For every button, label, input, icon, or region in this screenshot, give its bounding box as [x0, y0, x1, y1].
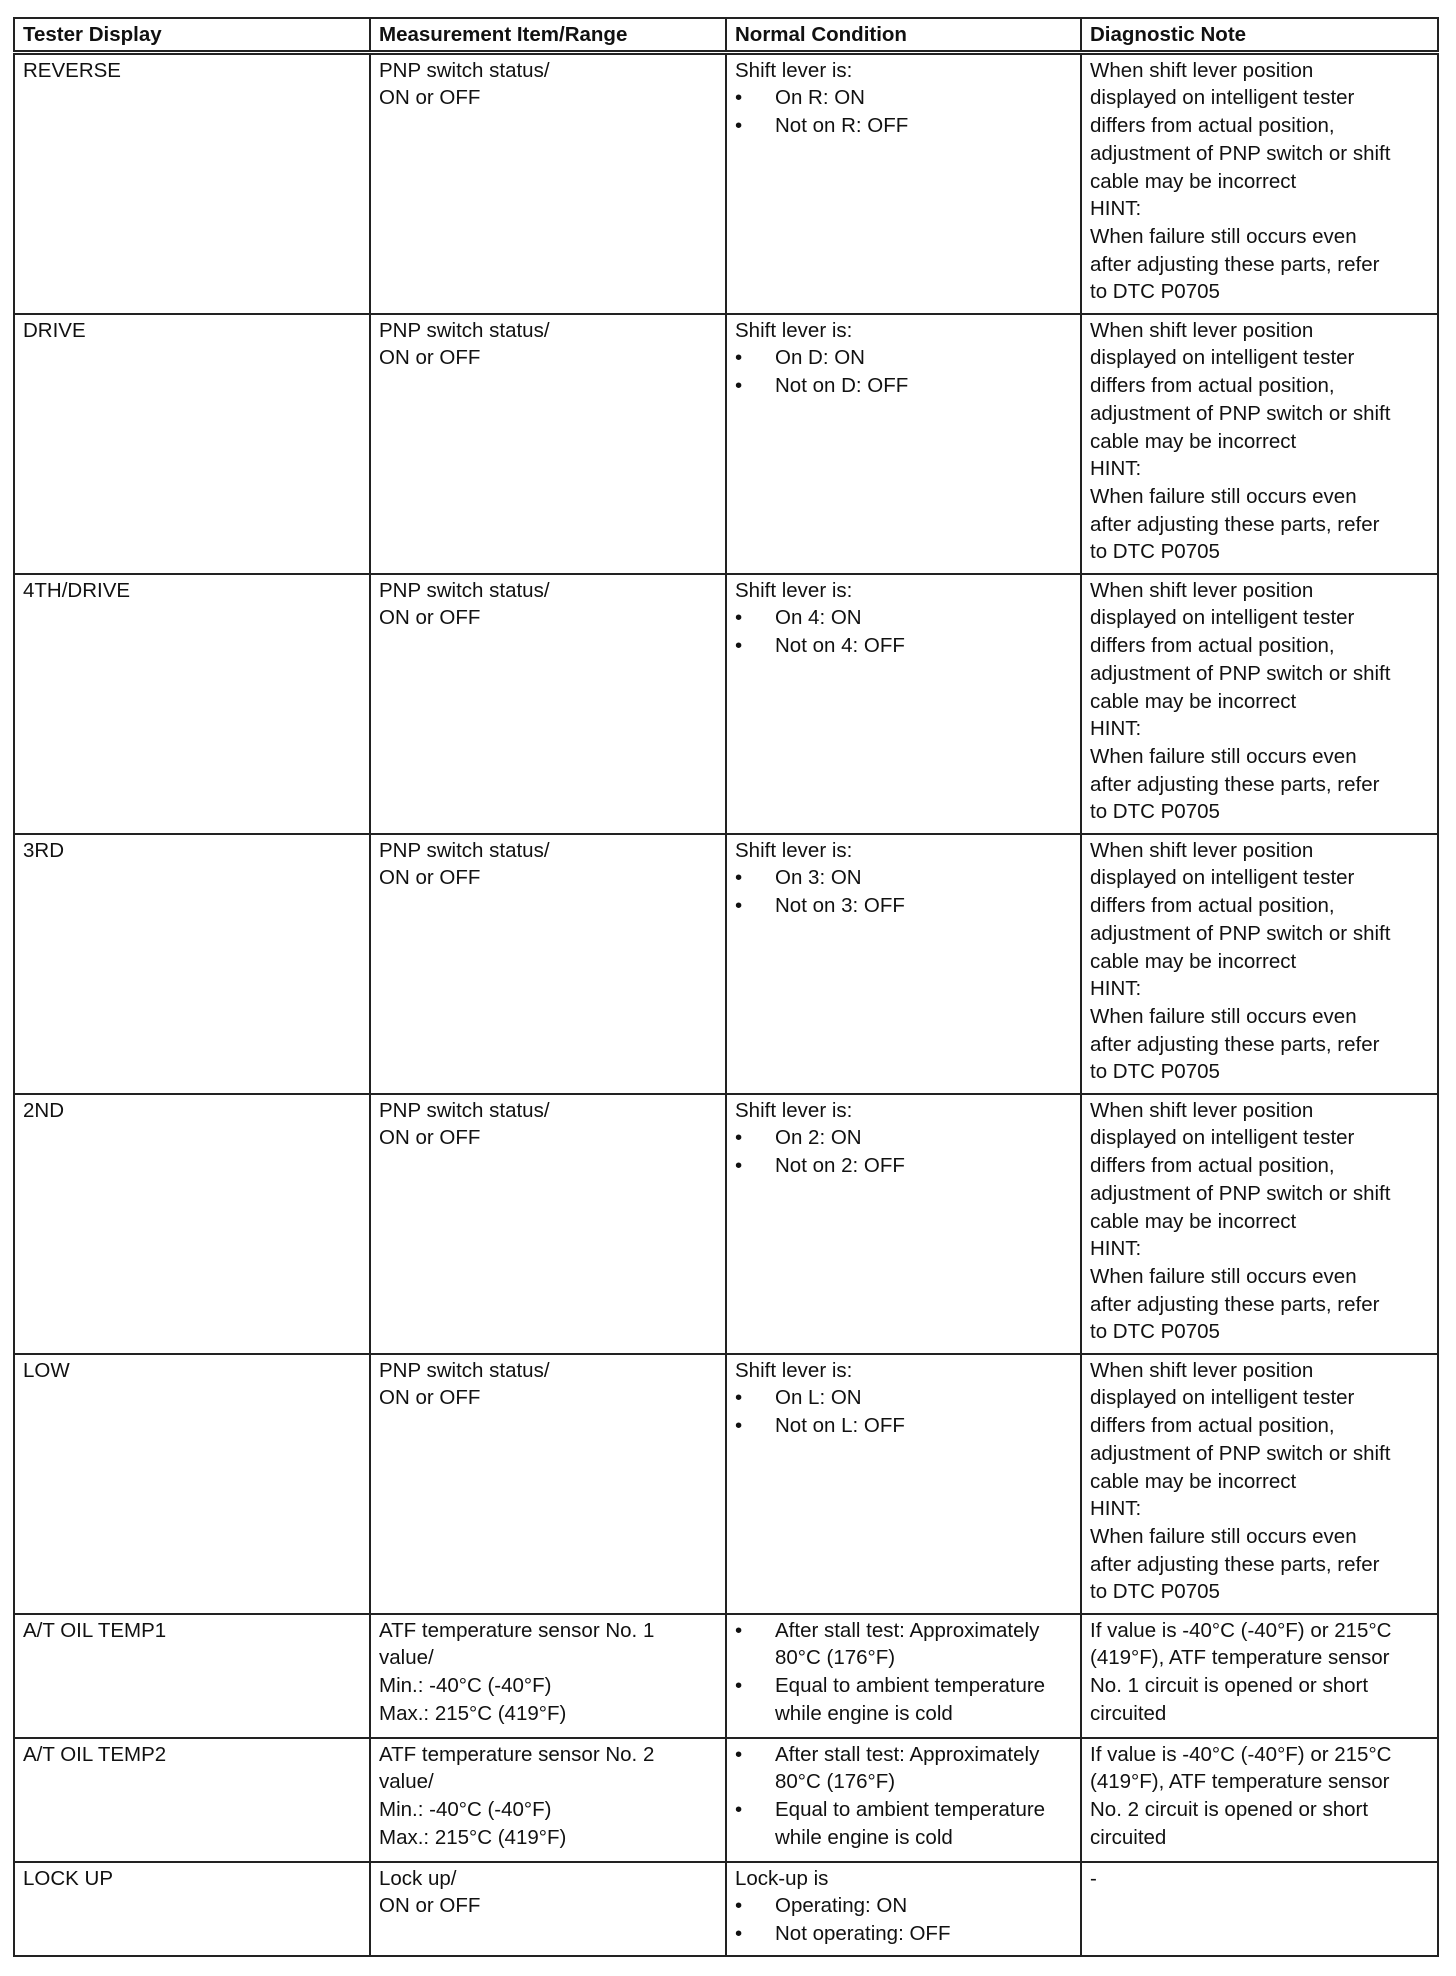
bullet-text: [775, 112, 1072, 140]
diagnostic-note-line: No. 2 circuit is opened or short: [1090, 1798, 1369, 1822]
bullet-text: [775, 1920, 1072, 1948]
diagnostic-note-line: adjustment of PNP switch or shift: [1090, 401, 1391, 425]
cell-diagnostic-note: [1081, 1862, 1438, 1956]
table-row: [14, 1094, 1438, 1354]
bullet-text: [775, 344, 1072, 372]
measurement-line: ON or OFF: [379, 606, 481, 630]
diagnostic-note-line: cable may be incorrect: [1090, 1469, 1297, 1493]
condition-bullet-item: [735, 1412, 1072, 1440]
table-header-row: [14, 18, 1438, 52]
cell-tester-display: [14, 574, 370, 834]
measurement-line: value/: [379, 1646, 434, 1670]
diagnostic-note-line: after adjusting these parts, refer: [1090, 1292, 1380, 1316]
diagnostic-note-line: (419°F), ATF temperature sensor: [1090, 1770, 1390, 1794]
cell-normal-condition: [726, 834, 1081, 1094]
bullet-text-line: On 2: ON: [775, 1126, 862, 1150]
cell-measurement-item: [370, 1862, 726, 1956]
condition-bullet-item: [735, 1384, 1072, 1412]
bullet-text: [775, 1384, 1072, 1412]
diagnostic-note-line: cable may be incorrect: [1090, 429, 1297, 453]
diagnostic-note-line: differs from actual position,: [1090, 374, 1335, 398]
measurement-line: PNP switch status/: [379, 318, 550, 342]
cell-measurement-item: [370, 314, 726, 574]
tester-display-value: A/T OIL TEMP2: [23, 1742, 167, 1766]
tester-display-value: 3RD: [23, 838, 65, 862]
cell-diagnostic-note: [1081, 52, 1438, 314]
diagnostic-note-line: adjustment of PNP switch or shift: [1090, 1181, 1391, 1205]
bullet-text: [775, 632, 1072, 660]
diagnostic-note-line: after adjusting these parts, refer: [1090, 252, 1380, 276]
cell-normal-condition: [726, 1614, 1081, 1738]
measurement-line: ON or OFF: [379, 1126, 481, 1150]
bullet-dot-icon: •: [735, 1922, 743, 1946]
measurement-line: PNP switch status/: [379, 838, 550, 862]
tester-display-value: LOW: [23, 1358, 70, 1382]
bullet-dot-icon: •: [735, 114, 743, 138]
diagnostic-note-line: When shift lever position: [1090, 318, 1314, 342]
bullet-dot-icon: •: [735, 1154, 743, 1178]
diagnostic-note-line: When failure still occurs even: [1090, 1264, 1357, 1288]
bullet-text: [775, 1672, 1072, 1727]
diagnostic-note-line: to DTC P0705: [1090, 1580, 1220, 1604]
measurement-line: Max.: 215°C (419°F): [379, 1825, 567, 1849]
condition-intro: Shift lever is:: [735, 838, 853, 862]
cell-normal-condition: [726, 1354, 1081, 1614]
diagnostic-note-line: HINT:: [1090, 717, 1142, 741]
condition-bullet-item: [735, 1617, 1072, 1672]
cell-normal-condition: [726, 314, 1081, 574]
bullet-text: [775, 1124, 1072, 1152]
diagnostic-note-line: after adjusting these parts, refer: [1090, 772, 1380, 796]
measurement-line: ON or OFF: [379, 346, 481, 370]
diagnostic-note-line: When shift lever position: [1090, 58, 1314, 82]
diagnostic-note-line: HINT:: [1090, 1497, 1142, 1521]
bullet-dot-icon: •: [735, 1674, 743, 1698]
bullet-text: [775, 604, 1072, 632]
diagnostic-note-line: differs from actual position,: [1090, 894, 1335, 918]
condition-intro: Shift lever is:: [735, 1098, 853, 1122]
diagnostic-note-line: cable may be incorrect: [1090, 1209, 1297, 1233]
condition-bullet-item: [735, 604, 1072, 632]
diagnostic-note-line: displayed on intelligent tester: [1090, 346, 1355, 370]
measurement-line: PNP switch status/: [379, 1098, 550, 1122]
cell-measurement-item: [370, 1738, 726, 1862]
cell-diagnostic-note: [1081, 834, 1438, 1094]
bullet-text-line: On D: ON: [775, 346, 865, 370]
diagnostic-note-line: (419°F), ATF temperature sensor: [1090, 1646, 1390, 1670]
diagnostic-note-line: -: [1090, 1866, 1097, 1890]
bullet-dot-icon: •: [735, 1798, 743, 1822]
tester-display-value: REVERSE: [23, 58, 121, 82]
condition-bullet-item: [735, 1920, 1072, 1948]
bullet-text-line: On R: ON: [775, 86, 865, 110]
diagnostic-note-line: displayed on intelligent tester: [1090, 606, 1355, 630]
bullet-text-line: Not on R: OFF: [775, 114, 909, 138]
measurement-line: ON or OFF: [379, 866, 481, 890]
measurement-line: value/: [379, 1770, 434, 1794]
cell-tester-display: [14, 314, 370, 574]
table-row: [14, 1738, 1438, 1862]
header-normal-condition: Normal Condition: [726, 18, 1081, 52]
measurement-line: ATF temperature sensor No. 1: [379, 1618, 655, 1642]
condition-intro: Shift lever is:: [735, 578, 853, 602]
diagnostic-note-line: HINT:: [1090, 977, 1142, 1001]
diagnostic-note-line: If value is -40°C (-40°F) or 215°C: [1090, 1618, 1392, 1642]
tester-display-value: DRIVE: [23, 318, 86, 342]
cell-normal-condition: [726, 1862, 1081, 1956]
tester-display-value: 2ND: [23, 1098, 65, 1122]
cell-diagnostic-note: [1081, 1614, 1438, 1738]
cell-diagnostic-note: [1081, 314, 1438, 574]
diagnostic-note-line: adjustment of PNP switch or shift: [1090, 141, 1391, 165]
bullet-dot-icon: •: [735, 1386, 743, 1410]
bullet-text-line: 80°C (176°F): [775, 1770, 896, 1794]
diagnostic-note-line: When shift lever position: [1090, 1358, 1314, 1382]
diagnostic-note-line: HINT:: [1090, 1237, 1142, 1261]
measurement-line: PNP switch status/: [379, 578, 550, 602]
diagnostic-note-line: If value is -40°C (-40°F) or 215°C: [1090, 1742, 1392, 1766]
bullet-dot-icon: •: [735, 1742, 743, 1766]
cell-measurement-item: [370, 1614, 726, 1738]
cell-measurement-item: [370, 52, 726, 314]
cell-measurement-item: [370, 1354, 726, 1614]
measurement-line: PNP switch status/: [379, 1358, 550, 1382]
diagnostic-note-line: cable may be incorrect: [1090, 949, 1297, 973]
bullet-text-line: while engine is cold: [775, 1701, 953, 1725]
bullet-text-line: Not on 4: OFF: [775, 634, 905, 658]
diagnostic-note-line: When failure still occurs even: [1090, 1524, 1357, 1548]
diagnostic-note-line: cable may be incorrect: [1090, 169, 1297, 193]
diagnostic-note-line: circuited: [1090, 1825, 1167, 1849]
bullet-dot-icon: •: [735, 866, 743, 890]
bullet-text-line: On 3: ON: [775, 866, 862, 890]
cell-diagnostic-note: [1081, 574, 1438, 834]
data-list-table: [13, 17, 1439, 1957]
diagnostic-note-line: after adjusting these parts, refer: [1090, 1552, 1380, 1576]
condition-intro: Shift lever is:: [735, 1358, 853, 1382]
bullet-text-line: After stall test: Approximately: [775, 1742, 1040, 1766]
table-row: [14, 314, 1438, 574]
condition-bullet-item: [735, 344, 1072, 372]
bullet-text: [775, 84, 1072, 112]
bullet-text-line: Equal to ambient temperature: [775, 1798, 1046, 1822]
diagnostic-note-line: When shift lever position: [1090, 578, 1314, 602]
cell-tester-display: [14, 1614, 370, 1738]
measurement-line: ON or OFF: [379, 1386, 481, 1410]
cell-measurement-item: [370, 1094, 726, 1354]
cell-tester-display: [14, 1094, 370, 1354]
diagnostic-note-line: after adjusting these parts, refer: [1090, 512, 1380, 536]
diagnostic-note-line: HINT:: [1090, 457, 1142, 481]
cell-tester-display: [14, 52, 370, 314]
condition-bullet-item: [735, 1672, 1072, 1727]
bullet-dot-icon: •: [735, 894, 743, 918]
measurement-line: ON or OFF: [379, 86, 481, 110]
header-measurement-item: Measurement Item/Range: [370, 18, 726, 52]
measurement-line: PNP switch status/: [379, 58, 550, 82]
condition-bullet-item: [735, 892, 1072, 920]
tester-display-value: LOCK UP: [23, 1866, 113, 1890]
bullet-text: [775, 1412, 1072, 1440]
cell-diagnostic-note: [1081, 1738, 1438, 1862]
diagnostic-note-line: to DTC P0705: [1090, 280, 1220, 304]
bullet-dot-icon: •: [735, 634, 743, 658]
cell-tester-display: [14, 1738, 370, 1862]
diagnostic-note-line: circuited: [1090, 1701, 1167, 1725]
table-row: [14, 1354, 1438, 1614]
cell-diagnostic-note: [1081, 1094, 1438, 1354]
diagnostic-note-line: displayed on intelligent tester: [1090, 86, 1355, 110]
condition-intro: Lock-up is: [735, 1866, 829, 1890]
bullet-text: [775, 1796, 1072, 1851]
bullet-text: [775, 1741, 1072, 1796]
condition-bullet-item: [735, 84, 1072, 112]
condition-bullet-item: [735, 864, 1072, 892]
bullet-text: [775, 1892, 1072, 1920]
bullet-text: [775, 372, 1072, 400]
diagnostic-note-line: No. 1 circuit is opened or short: [1090, 1674, 1369, 1698]
bullet-dot-icon: •: [735, 86, 743, 110]
header-tester-display: Tester Display: [14, 18, 370, 52]
diagnostic-note-line: adjustment of PNP switch or shift: [1090, 661, 1391, 685]
bullet-text-line: Not on 2: OFF: [775, 1154, 905, 1178]
header-diagnostic-note: Diagnostic Note: [1081, 18, 1438, 52]
measurement-line: ON or OFF: [379, 1894, 481, 1918]
diagnostic-note-line: differs from actual position,: [1090, 1154, 1335, 1178]
measurement-line: Max.: 215°C (419°F): [379, 1701, 567, 1725]
diagnostic-note-line: HINT:: [1090, 197, 1142, 221]
bullet-text-line: Not on 3: OFF: [775, 894, 905, 918]
diagnostic-note-line: When failure still occurs even: [1090, 1004, 1357, 1028]
cell-tester-display: [14, 834, 370, 1094]
diagnostic-note-line: to DTC P0705: [1090, 1320, 1220, 1344]
condition-bullet-item: [735, 1124, 1072, 1152]
diagnostic-note-line: When failure still occurs even: [1090, 224, 1357, 248]
bullet-dot-icon: •: [735, 606, 743, 630]
bullet-text-line: On 4: ON: [775, 606, 862, 630]
cell-tester-display: [14, 1354, 370, 1614]
bullet-text-line: while engine is cold: [775, 1825, 953, 1849]
measurement-line: Min.: -40°C (-40°F): [379, 1798, 552, 1822]
bullet-text-line: Operating: ON: [775, 1894, 908, 1918]
condition-bullet-item: [735, 372, 1072, 400]
bullet-dot-icon: •: [735, 1618, 743, 1642]
bullet-text-line: On L: ON: [775, 1386, 862, 1410]
condition-bullet-item: [735, 1892, 1072, 1920]
cell-measurement-item: [370, 574, 726, 834]
diagnostic-note-line: adjustment of PNP switch or shift: [1090, 1441, 1391, 1465]
bullet-text-line: Equal to ambient temperature: [775, 1674, 1046, 1698]
condition-bullet-item: [735, 1152, 1072, 1180]
table-row: [14, 1862, 1438, 1956]
bullet-text: [775, 892, 1072, 920]
bullet-dot-icon: •: [735, 346, 743, 370]
diagnostic-note-line: differs from actual position,: [1090, 1414, 1335, 1438]
condition-intro: Shift lever is:: [735, 318, 853, 342]
diagnostic-note-line: displayed on intelligent tester: [1090, 866, 1355, 890]
bullet-text-line: 80°C (176°F): [775, 1646, 896, 1670]
cell-diagnostic-note: [1081, 1354, 1438, 1614]
table-row: [14, 574, 1438, 834]
diagnostic-note-line: differs from actual position,: [1090, 114, 1335, 138]
condition-intro: Shift lever is:: [735, 58, 853, 82]
bullet-dot-icon: •: [735, 1414, 743, 1438]
cell-tester-display: [14, 1862, 370, 1956]
diagnostic-note-line: displayed on intelligent tester: [1090, 1126, 1355, 1150]
bullet-text-line: Not on L: OFF: [775, 1414, 905, 1438]
bullet-text-line: After stall test: Approximately: [775, 1618, 1040, 1642]
measurement-line: Min.: -40°C (-40°F): [379, 1674, 552, 1698]
diagnostic-note-line: When shift lever position: [1090, 1098, 1314, 1122]
diagnostic-note-line: When failure still occurs even: [1090, 484, 1357, 508]
table-body: [14, 52, 1438, 1956]
cell-normal-condition: [726, 1738, 1081, 1862]
condition-bullet-item: [735, 1796, 1072, 1851]
diagnostic-note-line: When shift lever position: [1090, 838, 1314, 862]
measurement-line: ATF temperature sensor No. 2: [379, 1742, 655, 1766]
table-row: [14, 52, 1438, 314]
diagnostic-note-line: after adjusting these parts, refer: [1090, 1032, 1380, 1056]
bullet-text: [775, 1617, 1072, 1672]
bullet-text-line: Not on D: OFF: [775, 374, 909, 398]
cell-measurement-item: [370, 834, 726, 1094]
bullet-text-line: Not operating: OFF: [775, 1922, 951, 1946]
condition-bullet-item: [735, 112, 1072, 140]
cell-normal-condition: [726, 574, 1081, 834]
bullet-text: [775, 864, 1072, 892]
diagnostic-note-line: differs from actual position,: [1090, 634, 1335, 658]
bullet-dot-icon: •: [735, 1894, 743, 1918]
table-row: [14, 1614, 1438, 1738]
diagnostic-note-line: When failure still occurs even: [1090, 744, 1357, 768]
cell-normal-condition: [726, 52, 1081, 314]
measurement-line: Lock up/: [379, 1866, 457, 1890]
diagnostic-note-line: adjustment of PNP switch or shift: [1090, 921, 1391, 945]
condition-bullet-item: [735, 632, 1072, 660]
cell-normal-condition: [726, 1094, 1081, 1354]
diagnostic-note-line: to DTC P0705: [1090, 1060, 1220, 1084]
diagnostic-data-sheet: [13, 17, 1437, 1957]
tester-display-value: 4TH/DRIVE: [23, 578, 131, 602]
diagnostic-note-line: cable may be incorrect: [1090, 689, 1297, 713]
diagnostic-note-line: displayed on intelligent tester: [1090, 1386, 1355, 1410]
diagnostic-note-line: to DTC P0705: [1090, 800, 1220, 824]
diagnostic-note-line: to DTC P0705: [1090, 540, 1220, 564]
bullet-dot-icon: •: [735, 374, 743, 398]
bullet-dot-icon: •: [735, 1126, 743, 1150]
table-row: [14, 834, 1438, 1094]
bullet-text: [775, 1152, 1072, 1180]
condition-bullet-item: [735, 1741, 1072, 1796]
tester-display-value: A/T OIL TEMP1: [23, 1618, 167, 1642]
